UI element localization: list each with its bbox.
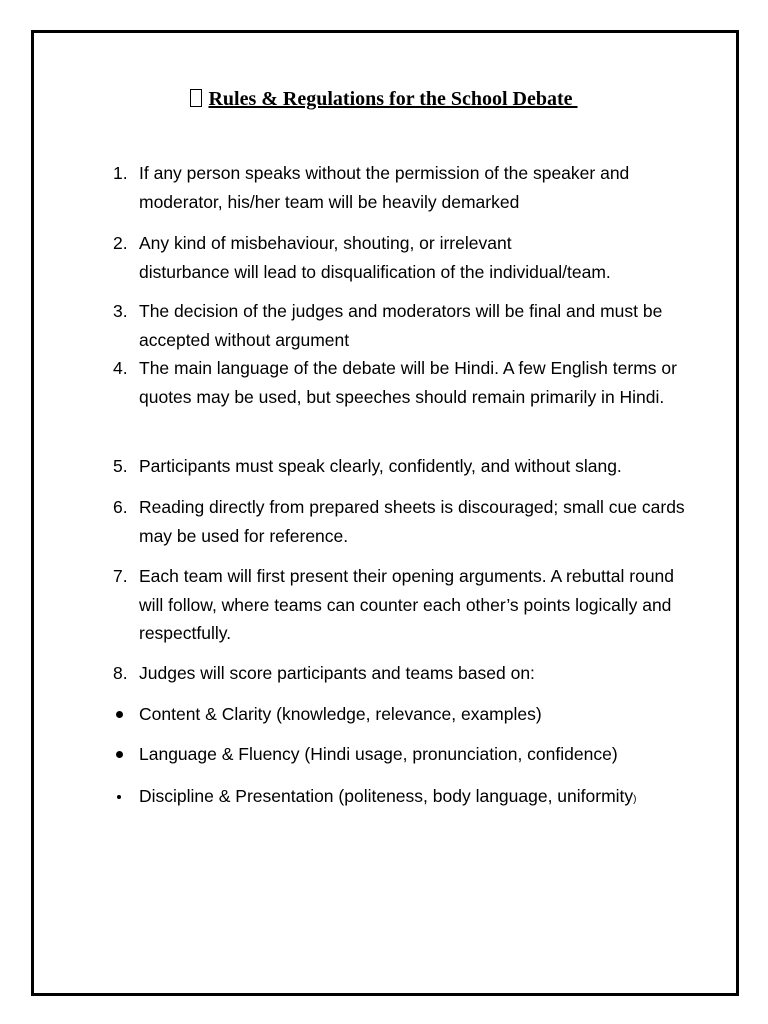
bullet-icon [117,795,121,799]
rule-item-7 [113,562,693,648]
rule-number: 1. [113,163,128,183]
rule-text: Each team will first present their opening arguments. A rebuttal round will follow, where teams can counter each other’s points logically and respectfully. [139,566,675,643]
rule-number: 3. [113,301,128,321]
rule-text [139,229,693,286]
rule-text: The main language of the debate will be Hindi. A few English terms or quotes may be used, but speeches should remain primarily in Hindi. [139,358,677,407]
rule-item-8 [113,659,693,688]
bullet-icon [116,711,123,718]
rule-item-3 [113,297,693,354]
rule-text: Participants must speak clearly, confidently, and without slang. [139,456,622,476]
criteria-text: Content & Clarity (knowledge, relevance, examples) [139,704,542,724]
criteria-text: Language & Fluency (Hindi usage, pronunciation, confidence) [139,744,618,764]
rule-number: 8. [113,663,128,683]
rule-number: 5. [113,456,128,476]
criteria-item-1 [113,700,693,729]
rule-text: Judges will score participants and teams based on: [139,663,535,683]
missing-glyph-icon [190,89,202,107]
rule-number: 2. [113,233,128,253]
rule-item-6 [113,493,693,550]
rule-text: The decision of the judges and moderators will be final and must be accepted without argument [139,301,663,350]
title-text: Rules & Regulations for the School Debate [208,88,578,110]
rule-number: 6. [113,497,128,517]
rule-text-line: disturbance will lead to disqualification of the individual/team. [139,261,611,282]
criteria-text-main: Discipline & Presentation (politeness, body language, uniformity [139,786,634,806]
document-title [0,88,768,111]
rule-item-1 [113,159,693,216]
rule-item-5 [113,452,693,481]
rule-text: Reading directly from prepared sheets is discouraged; small cue cards may be used for reference. [139,497,685,546]
criteria-item-3 [113,782,693,815]
rule-number: 7. [113,566,128,586]
criteria-item-2 [113,740,693,769]
rule-item-4 [113,354,693,411]
rule-item-2 [113,229,693,286]
rule-text: If any person speaks without the permission of the speaker and moderator, his/her team will be heavily demarked [139,163,630,212]
rule-number: 4. [113,358,128,378]
bullet-icon [116,751,123,758]
criteria-text [139,782,693,815]
criteria-text-suffix: ) [633,794,637,805]
rule-text-line: Any kind of misbehaviour, shouting, or irrelevant [139,233,512,253]
